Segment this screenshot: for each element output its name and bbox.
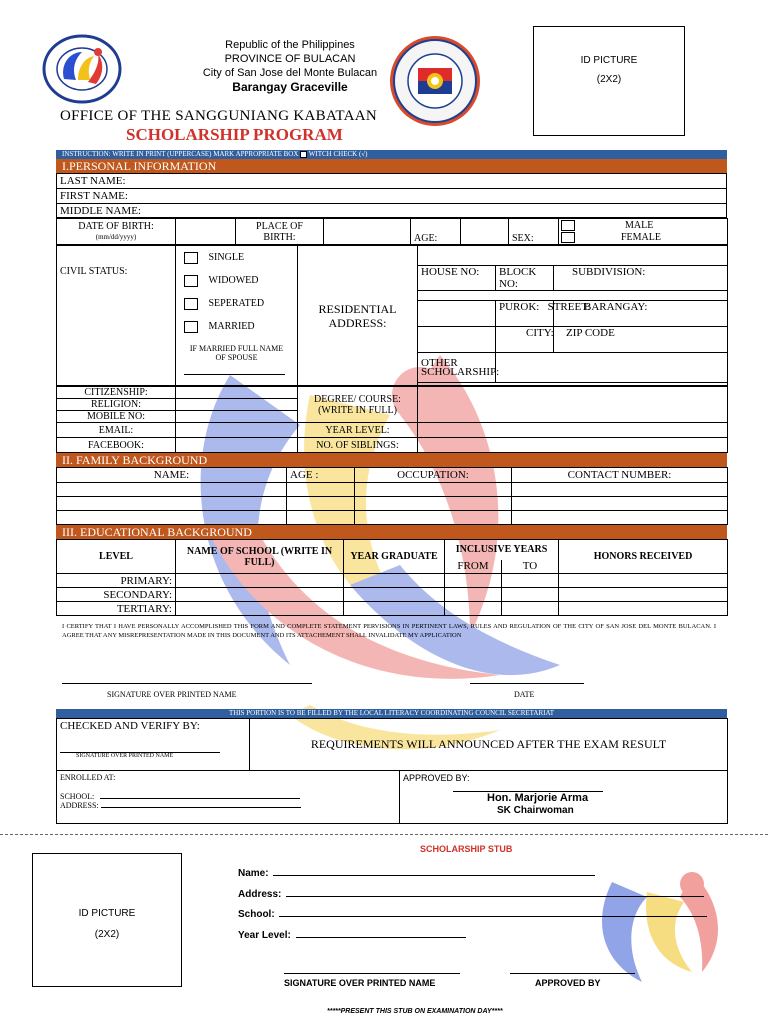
checked-verify-cell[interactable] xyxy=(57,719,250,771)
widowed-checkbox[interactable] xyxy=(184,275,198,287)
edu-row-primary: PRIMARY: xyxy=(57,574,176,588)
edu-cell[interactable] xyxy=(445,574,502,588)
married-checkbox[interactable] xyxy=(184,321,198,333)
edu-col-level: LEVEL xyxy=(57,540,176,574)
citizenship-label: CITIZENSHIP: xyxy=(57,387,176,399)
edu-col-honors: HONORS RECEIVED xyxy=(559,540,728,574)
stub-year-row[interactable] xyxy=(238,930,498,941)
civil-status-options xyxy=(176,246,298,386)
house-no-label[interactable]: HOUSE NO: xyxy=(418,266,496,291)
stub-id-label: ID PICTURE xyxy=(78,908,136,919)
checked-verify-label: CHECKED AND VERIFY BY: xyxy=(60,720,200,732)
stub-signature-label: SIGNATURE OVER PRINTED NAME xyxy=(284,978,436,988)
address-line xyxy=(101,807,301,808)
name-table xyxy=(56,173,727,218)
place-of-birth-input[interactable] xyxy=(324,219,411,245)
dob-label xyxy=(57,219,176,245)
instruction-bar xyxy=(56,150,727,159)
approved-by-label: APPROVED BY: xyxy=(403,773,470,783)
edu-cell[interactable] xyxy=(344,602,445,616)
other-scholarship-input[interactable] xyxy=(496,353,728,383)
certification-text: I CERTIFY THAT I HAVE PERSONALLY ACCOMPLISHED THIS FORM AND COMPLETE STATEMENT PERVISIONS IN PERTINENT LAWS, RULES AND REGULATION OF THE CITY OF SAN JOSE DEL MONTE BULACAN. I AGREE THAT ANY MISREPRESENTATION MADE IN THIS DOCUMENT AND ITS ATTACHEMENT SHALL INVALIDATE MY APPLICATION xyxy=(62,623,716,639)
stub-name-line xyxy=(273,875,595,876)
religion-label: RELIGION: xyxy=(57,399,176,411)
zip-label[interactable]: ZIP CODE xyxy=(554,327,728,353)
stub-title: SCHOLARSHIP STUB xyxy=(420,844,513,854)
separated-label: SEPERATED xyxy=(208,298,265,310)
applicant-signature-line[interactable] xyxy=(62,683,312,684)
residential-address-label: RESIDENTIAL ADDRESS: xyxy=(298,246,418,386)
stub-address-row[interactable] xyxy=(238,889,718,900)
address-row-blank[interactable] xyxy=(418,246,728,266)
single-label: SINGLE xyxy=(208,252,245,264)
header-line-2: PROVINCE OF BULACAN xyxy=(224,53,356,65)
civil-address-table xyxy=(56,245,728,386)
family-table xyxy=(56,467,728,525)
family-cell[interactable] xyxy=(57,511,287,525)
stub-year-line xyxy=(296,937,466,938)
widowed-label: WIDOWED xyxy=(208,275,259,287)
street-label: STREET: xyxy=(547,301,591,313)
section-personal-header: I.PERSONAL INFORMATION xyxy=(56,159,727,173)
degree-input[interactable] xyxy=(418,387,728,423)
stub-address-line xyxy=(286,896,704,897)
stub-name-row[interactable] xyxy=(238,868,618,879)
family-col-contact: CONTACT NUMBER: xyxy=(512,468,728,483)
siblings-label: NO. OF SIBLINGS: xyxy=(298,438,418,453)
instruction-tail: WITCH CHECK (√) xyxy=(308,150,368,158)
school-line xyxy=(100,798,300,799)
edu-col-to: TO xyxy=(502,560,559,574)
sample-check-box xyxy=(300,151,307,158)
purok-label: PUROK: xyxy=(499,301,540,313)
edu-cell[interactable] xyxy=(502,574,559,588)
edu-col-inclusive: INCLUSIVE YEARS xyxy=(445,540,559,560)
family-cell[interactable] xyxy=(355,497,512,511)
family-cell[interactable] xyxy=(355,483,512,497)
sex-options xyxy=(559,219,728,245)
header-line-3: City of San Jose del Monte Bulacan xyxy=(202,67,378,79)
stub-signature-line[interactable] xyxy=(284,973,460,974)
citizenship-input[interactable] xyxy=(176,387,298,399)
middle-name-field[interactable]: MIDDLE NAME: xyxy=(57,204,727,218)
instruction-text: INSTRUCTION: WRITE IN PRINT (UPPERCASE) MARK APPROPRIATE BOX xyxy=(62,150,299,158)
applicant-signature-label: SIGNATURE OVER PRINTED NAME xyxy=(107,690,237,699)
approver-name: Hon. Marjorie Arma xyxy=(487,792,589,804)
edu-col-from: FROM xyxy=(445,560,502,574)
edu-cell[interactable] xyxy=(176,602,344,616)
edu-col-school: NAME OF SCHOOL (WRITE IN FULL) xyxy=(176,540,344,574)
civil-status-label: CIVIL STATUS: xyxy=(57,246,176,386)
first-name-field[interactable]: FIRST NAME: xyxy=(57,189,727,204)
address-label: ADDRESS: xyxy=(60,801,99,810)
sex-label: SEX: xyxy=(509,219,559,245)
female-label: FEMALE xyxy=(621,232,661,243)
siblings-input[interactable] xyxy=(418,438,728,453)
stub-name-label: Name: xyxy=(238,868,269,879)
birth-table xyxy=(56,218,728,245)
stub-id-size: (2X2) xyxy=(94,929,120,940)
edu-cell[interactable] xyxy=(502,602,559,616)
stub-school-row[interactable] xyxy=(238,909,718,920)
subdivision-label[interactable]: SUBDIVISION: xyxy=(554,266,728,291)
mobile-label: MOBILE NO: xyxy=(57,411,176,423)
edu-cell[interactable] xyxy=(445,588,502,602)
place-of-birth-label: PLACE OF BIRTH: xyxy=(236,219,324,245)
edu-cell[interactable] xyxy=(559,602,728,616)
age-input[interactable] xyxy=(461,219,509,245)
approver-title: SK Chairwoman xyxy=(497,805,574,816)
dob-format: (mm/dd/yyyy) xyxy=(95,232,137,241)
cut-line xyxy=(0,834,768,835)
city-label[interactable]: CITY: xyxy=(496,327,554,353)
separated-checkbox[interactable] xyxy=(184,298,198,310)
facebook-input[interactable] xyxy=(176,438,298,453)
degree-write-full: (WRITE IN FULL) xyxy=(318,404,397,416)
married-label: MARRIED xyxy=(208,321,255,333)
edu-cell[interactable] xyxy=(176,574,344,588)
requirements-note: REQUIREMENTS WILL ANNOUNCED AFTER THE EXAM RESULT xyxy=(250,719,728,771)
edu-row-secondary: SECONDARY: xyxy=(57,588,176,602)
purok-blank xyxy=(418,301,496,327)
date-label: DATE xyxy=(514,690,535,699)
header-line-1: Republic of the Philippines xyxy=(225,39,355,51)
application-form xyxy=(56,150,727,616)
stub-footer-note: *****PRESENT THIS STUB ON EXAMINATION DAY**** xyxy=(327,1008,503,1015)
contact-table xyxy=(56,386,728,453)
mobile-input[interactable] xyxy=(176,411,298,423)
address-spacer xyxy=(418,291,728,301)
family-cell[interactable] xyxy=(355,511,512,525)
city-blank xyxy=(418,327,496,353)
purok-street-label[interactable] xyxy=(496,301,591,327)
family-cell[interactable] xyxy=(512,511,728,525)
family-col-age: AGE : xyxy=(287,468,355,483)
program-title: SCHOLARSHIP PROGRAM xyxy=(126,125,343,144)
edu-cell[interactable] xyxy=(502,588,559,602)
family-cell[interactable] xyxy=(512,483,728,497)
approved-by-cell xyxy=(400,771,728,823)
year-level-label: YEAR LEVEL: xyxy=(298,423,418,438)
degree-label xyxy=(298,387,418,423)
year-level-input[interactable] xyxy=(418,423,728,438)
id-picture-size: (2X2) xyxy=(596,74,622,85)
family-col-occupation: OCCUPATION: xyxy=(355,468,512,483)
age-label: AGE: xyxy=(411,219,461,245)
spouse-line[interactable] xyxy=(184,374,285,375)
male-checkbox[interactable] xyxy=(561,220,575,231)
enrolled-at-cell[interactable] xyxy=(57,771,400,823)
id-picture-label: ID PICTURE xyxy=(580,55,638,66)
edu-cell[interactable] xyxy=(176,588,344,602)
barangay-label[interactable]: BARANGAY: xyxy=(554,301,728,327)
header-line-4: Barangay Graceville xyxy=(232,80,348,94)
section-family-header: II. FAMILY BACKGROUND xyxy=(56,453,727,467)
edu-cell[interactable] xyxy=(344,588,445,602)
family-cell[interactable] xyxy=(512,497,728,511)
other-scholarship-label: OTHER SCHOLARSHIP: xyxy=(418,353,496,383)
male-label: MALE xyxy=(625,220,654,231)
religion-input[interactable] xyxy=(176,399,298,411)
secretariat-table xyxy=(56,718,728,771)
dob-input[interactable] xyxy=(176,219,236,245)
edu-col-year-graduate: YEAR GRADUATE xyxy=(344,540,445,574)
enrollment-table xyxy=(56,771,728,824)
verifier-signature-label: SIGNATURE OVER PRINTED NAME xyxy=(76,753,174,759)
family-cell[interactable] xyxy=(57,483,287,497)
single-checkbox[interactable] xyxy=(184,252,198,264)
stub-school-label: School: xyxy=(238,909,275,920)
family-cell[interactable] xyxy=(287,483,355,497)
family-cell[interactable] xyxy=(287,511,355,525)
edu-cell[interactable] xyxy=(344,574,445,588)
last-name-field[interactable]: LAST NAME: xyxy=(57,174,727,189)
dob-text: DATE OF BIRTH: xyxy=(78,220,154,232)
school-label: SCHOOL: xyxy=(60,792,95,801)
stub-id-picture-box xyxy=(32,853,182,987)
facebook-label: FACEBOOK: xyxy=(57,438,176,453)
edu-cell[interactable] xyxy=(559,574,728,588)
edu-row-tertiary: TERTIARY: xyxy=(57,602,176,616)
edu-cell[interactable] xyxy=(559,588,728,602)
secretariat-bar: THIS PORTION IS TO BE FILLED BY THE LOCAL LITERACY COORDINATING COUNCIL SECRETARIAT xyxy=(56,709,727,718)
secretariat-section xyxy=(56,709,727,824)
stub-school-line xyxy=(279,916,707,917)
stub-approved-label: APPROVED BY xyxy=(535,978,601,988)
stub-address-label: Address: xyxy=(238,889,282,900)
family-cell[interactable] xyxy=(287,497,355,511)
stub-approved-line[interactable] xyxy=(510,973,635,974)
date-line[interactable] xyxy=(470,683,584,684)
section-education-header: III. EDUCATIONAL BACKGROUND xyxy=(56,525,727,539)
education-table xyxy=(56,539,728,616)
female-checkbox[interactable] xyxy=(561,232,575,243)
block-no-label[interactable]: BLOCK NO: xyxy=(496,266,554,291)
sk-logo xyxy=(42,34,122,104)
family-col-name: NAME: xyxy=(57,468,287,483)
email-input[interactable] xyxy=(176,423,298,438)
degree-text: DEGREE/ COURSE: xyxy=(314,393,401,405)
family-cell[interactable] xyxy=(57,497,287,511)
email-label: EMAIL: xyxy=(57,423,176,438)
spouse-note: IF MARRIED FULL NAME OF SPOUSE xyxy=(189,344,284,362)
enrolled-at-label: ENROLLED AT: xyxy=(60,773,116,782)
office-title: OFFICE OF THE SANGGUNIANG KABATAAN xyxy=(60,108,378,124)
id-picture-box xyxy=(533,26,685,136)
stub-year-label: Year Level: xyxy=(238,930,291,941)
edu-cell[interactable] xyxy=(445,602,502,616)
